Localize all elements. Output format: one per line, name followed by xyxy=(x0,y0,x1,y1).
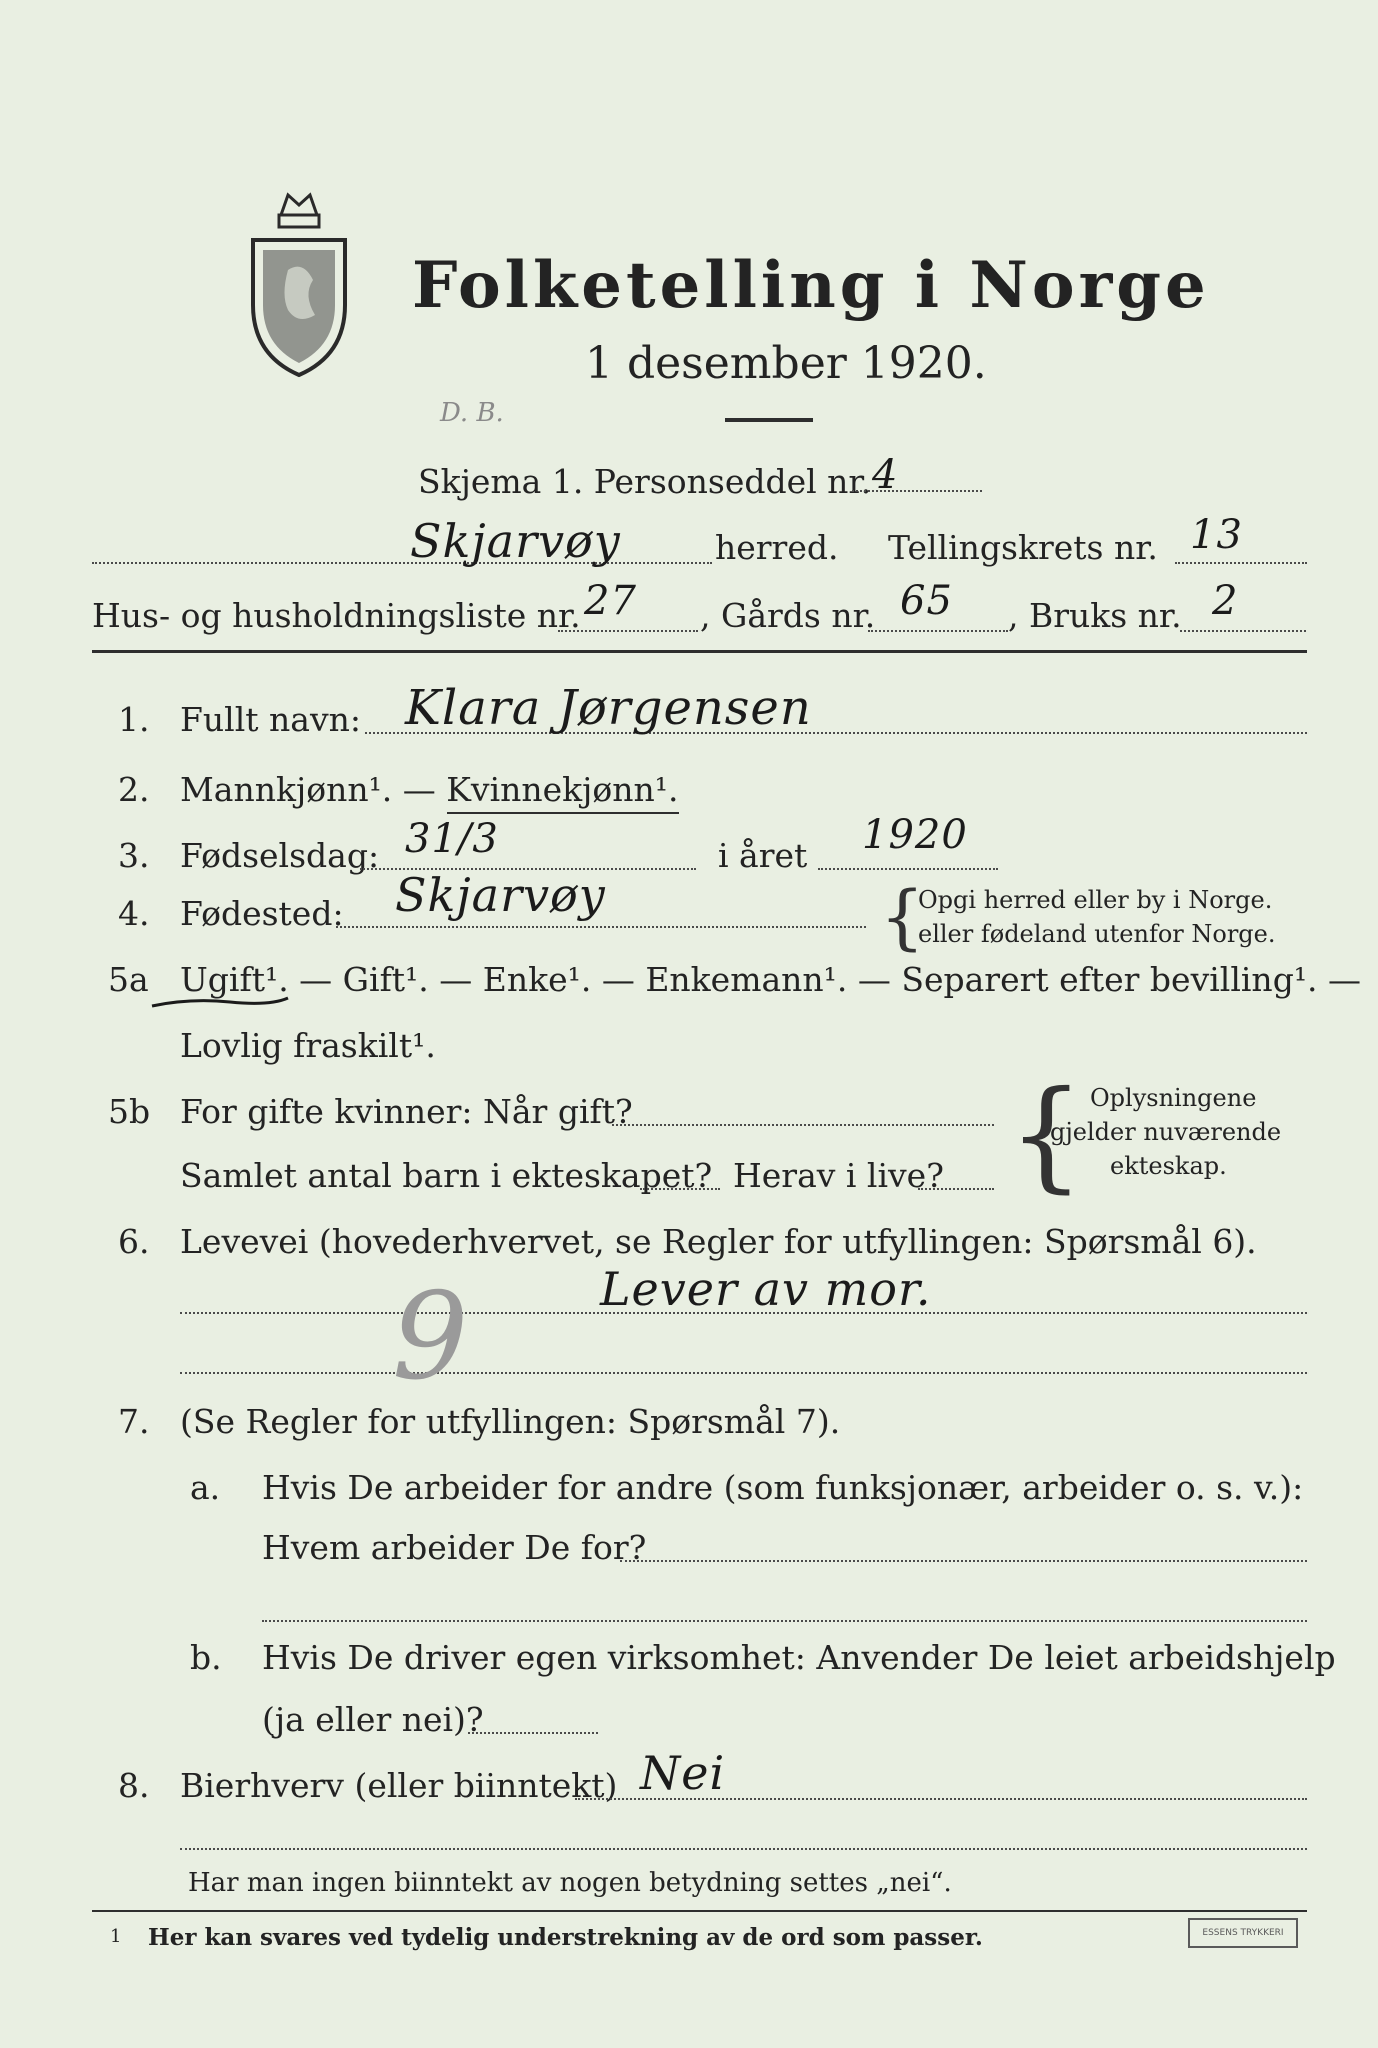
gards-value: 65 xyxy=(900,578,953,624)
gards-line xyxy=(868,630,1008,632)
tellingskrets-label: Tellingskrets nr. xyxy=(888,528,1158,567)
q8-label: Bierhverv (eller biinntekt) xyxy=(180,1766,618,1805)
title-underline xyxy=(725,418,813,422)
schema-number-value: 4 xyxy=(872,452,899,498)
form-title: Folketelling i Norge xyxy=(412,248,1210,323)
q3-year-value: 1920 xyxy=(862,812,968,858)
tellingskrets-line xyxy=(1175,562,1307,564)
census-date: 1 desember 1920. xyxy=(585,338,987,389)
tellingskrets-value: 13 xyxy=(1190,512,1243,558)
footnote-text: Her kan svares ved tydelig understrekning av de ord som passer. xyxy=(148,1924,983,1951)
q7a-label: Hvis De arbeider for andre (som funksjonær, arbeider o. s. v.): xyxy=(262,1468,1304,1507)
q7a-line-2 xyxy=(262,1620,1307,1622)
q7b-label: Hvis De driver egen virksomhet: Anvender De leiet arbeidshjelp xyxy=(262,1638,1336,1677)
q5b-note-brace: { xyxy=(1008,1066,1085,1205)
margin-mark: 9 xyxy=(392,1268,469,1407)
footnote-divider xyxy=(92,1910,1307,1912)
q5b-children-line xyxy=(640,1188,720,1190)
q8-line-2 xyxy=(180,1848,1307,1850)
q8-number: 8. xyxy=(118,1766,150,1805)
pencil-mark: D. B. xyxy=(440,398,504,428)
q5b-number: 5b xyxy=(108,1092,151,1131)
bruks-line xyxy=(1180,630,1306,632)
bruks-label: , Bruks nr. xyxy=(1008,596,1182,635)
q6-label: Levevei (hovederhvervet, se Regler for utfyllingen: Spørsmål 6). xyxy=(180,1222,1257,1261)
q1-label: Fullt navn: xyxy=(180,700,361,739)
q3-value: 31/3 xyxy=(405,816,499,862)
q2-label: Mannkjønn¹. — Kvinnekjønn¹. xyxy=(180,770,679,809)
municipality-value: Skjarvøy xyxy=(410,514,621,568)
q7-label: (Se Regler for utfyllingen: Spørsmål 7). xyxy=(180,1402,841,1441)
q5b-note-line1: Oplysningene xyxy=(1090,1084,1257,1112)
coat-of-arms-icon xyxy=(243,185,355,380)
q5b-alive-line xyxy=(918,1188,994,1190)
q3-year-label: i året xyxy=(718,836,808,875)
q4-line xyxy=(336,926,866,928)
q1-number: 1. xyxy=(118,700,150,739)
schema-label: Skjema 1. Personseddel nr. xyxy=(418,462,872,501)
q4-label: Fødested: xyxy=(180,894,344,933)
q5a-label-2: Lovlig fraskilt¹. xyxy=(180,1026,436,1065)
household-list-line xyxy=(558,630,698,632)
q5a-number: 5a xyxy=(108,960,149,999)
q5b-label: For gifte kvinner: Når gift? xyxy=(180,1092,633,1131)
q7-number: 7. xyxy=(118,1402,150,1441)
gards-label: , Gårds nr. xyxy=(700,596,876,635)
household-list-label: Hus- og husholdningsliste nr. xyxy=(92,596,581,635)
q8-note: Har man ingen biinntekt av nogen betydning settes „nei“. xyxy=(188,1868,952,1898)
herred-label: herred. xyxy=(715,528,839,567)
footnote-mark: 1 xyxy=(110,1926,122,1947)
q7b-number: b. xyxy=(190,1638,222,1677)
q3-label: Fødselsdag: xyxy=(180,836,380,875)
bruks-value: 2 xyxy=(1212,578,1239,624)
q4-note-line1: Opgi herred eller by i Norge. xyxy=(918,886,1273,914)
q5b-label-3: Herav i live? xyxy=(733,1156,944,1195)
q7a-line-1 xyxy=(620,1560,1307,1562)
q3-number: 3. xyxy=(118,836,150,875)
q5b-married-line xyxy=(612,1124,994,1126)
q6-line-2 xyxy=(180,1372,1307,1374)
q5b-label-2: Samlet antal barn i ekteskapet? xyxy=(180,1156,713,1195)
q7a-number: a. xyxy=(190,1468,221,1507)
q5b-note-line3: ekteskap. xyxy=(1110,1152,1227,1180)
printer-stamp-text: ESSENS TRYKKERI xyxy=(1202,1928,1284,1938)
q4-note-brace: { xyxy=(880,876,925,958)
q5a-selection-mark xyxy=(150,994,290,1010)
q8-value: Nei xyxy=(640,1746,726,1800)
q7b-label-2: (ja eller nei)? xyxy=(262,1700,484,1739)
q6-number: 6. xyxy=(118,1222,150,1261)
q7a-label-2: Hvem arbeider De for? xyxy=(262,1528,647,1567)
q5a-label: Ugift¹. — Gift¹. — Enke¹. — Enkemann¹. — Separert efter bevilling¹. — xyxy=(180,960,1362,999)
header-divider xyxy=(92,650,1307,653)
q4-note-line2: eller fødeland utenfor Norge. xyxy=(918,920,1276,948)
q2-selection-underline xyxy=(447,812,679,814)
q7b-line xyxy=(468,1732,598,1734)
q6-value: Lever av mor. xyxy=(600,1262,932,1316)
q4-number: 4. xyxy=(118,894,150,933)
q1-value: Klara Jørgensen xyxy=(405,680,812,736)
q2-number: 2. xyxy=(118,770,150,809)
household-list-value: 27 xyxy=(584,578,637,624)
q4-value: Skjarvøy xyxy=(395,868,606,922)
q5b-note-line2: gjelder nuværende xyxy=(1050,1118,1282,1146)
q3-year-line xyxy=(818,868,998,870)
printer-stamp xyxy=(1188,1918,1298,1948)
